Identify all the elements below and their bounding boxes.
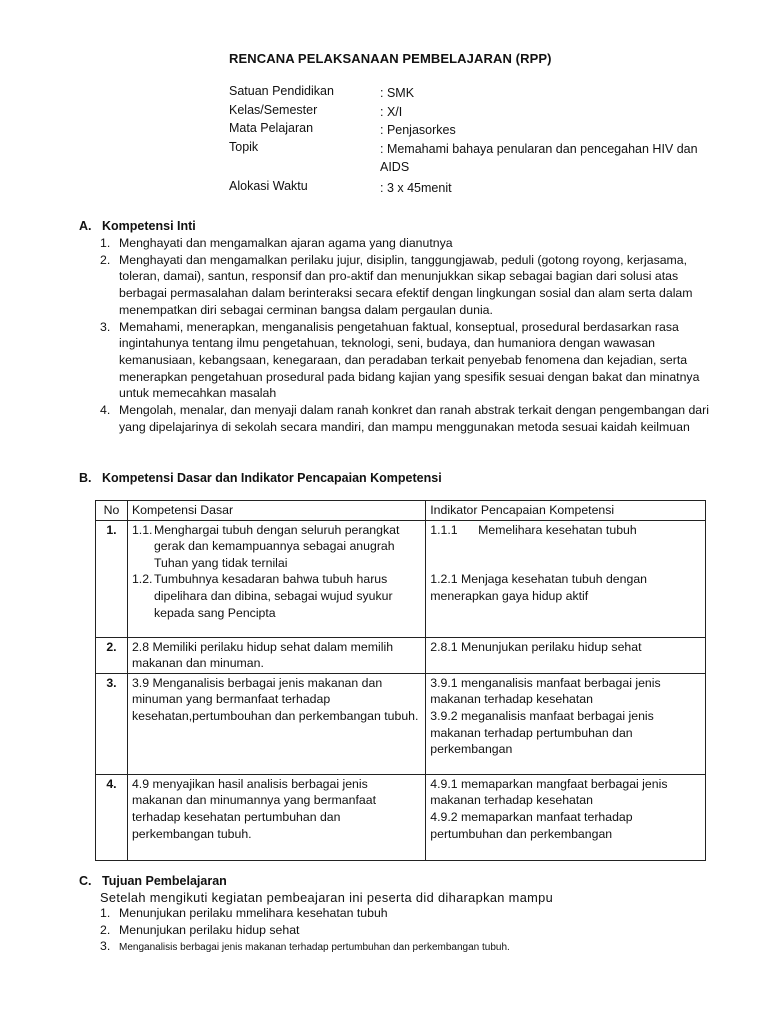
kompetensi-table [95, 500, 706, 861]
list-number: 1. [100, 236, 111, 250]
list-item [100, 905, 712, 922]
meta-value: : 3 x 45menit [380, 180, 452, 195]
list-number: 3. [100, 319, 111, 334]
list-number: 1. [100, 906, 111, 920]
section-title: Tujuan Pembelajaran [102, 874, 227, 888]
list-text: Menunjukan perilaku mmelihara kesehatan tubuh [119, 906, 388, 920]
kd-subtext: Tumbuhnya kesadaran bahwa tubuh harus dipelihara dan dibina, sebagai wujud syukur kepada sang Pencipta [153, 572, 393, 620]
column-header: Indikator Pencapaian Kompetensi [426, 501, 706, 521]
table-row [96, 673, 706, 774]
document-title: RENCANA PELAKSANAAN PEMBELAJARAN (RPP) [229, 51, 552, 66]
indikator-cell [426, 520, 706, 637]
row-number: 4. [96, 774, 128, 860]
meta-value: : Memahami bahaya penularan dan pencegahan HIV dan AIDS [380, 141, 698, 174]
list-text: Menunjukan perilaku hidup sehat [119, 922, 300, 937]
section-a-heading [79, 219, 196, 233]
section-letter: C. [79, 874, 92, 888]
section-c-heading [79, 874, 227, 888]
column-header: No [96, 501, 128, 521]
indikator-item: 1.1.1 Memelihara kesehatan tubuh [430, 522, 637, 537]
section-letter: B. [79, 471, 92, 485]
row-number: 1. [96, 520, 128, 637]
meta-value: : SMK [380, 86, 415, 100]
kompetensi-inti-list [100, 235, 712, 435]
table-row [96, 520, 706, 637]
list-item [100, 922, 712, 939]
section-b-heading [79, 471, 442, 485]
row-number: 2. [96, 637, 128, 673]
indikator-item: 4.9.1 memaparkan mangfaat berbagai jenis makanan terhadap kesehatan [430, 776, 668, 808]
list-number: 2. [100, 922, 111, 937]
kd-cell: 4.9 menyajikan hasil analisis berbagai jenis makanan dan minumannya yang bermanfaat terhadap kesehatan pertumbuhan dan perkembangan tubuh. [127, 774, 425, 860]
section-letter: A. [79, 219, 92, 233]
list-item [100, 252, 712, 319]
meta-value: : X/I [380, 104, 403, 119]
list-text: Memahami, menerapkan, menganalisis pengetahuan faktual, konseptual, prosedural berdasarkan rasa ingintahunya tentang ilmu pengetahuan, teknologi, seni, budaya, dan humaniora dengan wawasan kemanusiaan, kebangsaan, kenegaraan, dan peradaban terkait penyebab fenomena dan kejadian, serta menerapkan pengetahuan prosedural pada bidang kajian yang spesifik sesuai dengan bakat dan minatnya untuk memecahkan masalah [119, 319, 700, 401]
indikator-item: 3.9.1 menganalisis manfaat berbagai jenis makanan terhadap kesehatan [430, 675, 661, 707]
kd-cell: 3.9 Menganalisis berbagai jenis makanan dan minuman yang bermanfaat terhadap kesehatan,pertumbouhan dan perkembangan tubuh. [127, 673, 425, 774]
indikator-item: 3.9.2 meganalisis manfaat berbagai jenis makanan terhadap pertumbuhan dan perkembangan [430, 708, 654, 757]
meta-key: Topik [229, 139, 259, 154]
kd-subtext: Menghargai tubuh dengan seluruh perangkat gerak dan kemampuannya sebagai anugrah Tuhan yang tidak ternilai [153, 522, 400, 570]
list-text: Mengolah, menalar, dan menyaji dalam ranah konkret dan ranah abstrak terkait dengan pengembangan dari yang dipelajarinya di sekolah secara mandiri, dan mampu menggunakan metoda sesuai kaidah keilmuan [119, 403, 709, 434]
list-number: 2. [100, 252, 111, 267]
list-item [100, 319, 712, 403]
indikator-cell [426, 774, 706, 860]
list-number: 4. [100, 403, 111, 418]
kd-cell: 2.8 Memiliki perilaku hidup sehat dalam memilih makanan dan minuman. [127, 637, 425, 673]
indikator-item: 2.8.1 Menunjukan perilaku hidup sehat [430, 639, 642, 654]
indikator-item: 1.2.1 Menjaga kesehatan tubuh dengan menerapkan gaya hidup aktif [430, 572, 648, 603]
list-item [100, 402, 712, 435]
column-header: Kompetensi Dasar [127, 501, 425, 521]
list-item [100, 938, 712, 957]
indikator-cell [426, 637, 706, 673]
list-text: Menghayati dan mengamalkan perilaku jujur, disiplin, tanggungjawab, peduli (gotong royong, kerjasama, toleran, damai), santun, responsif dan pro-aktif dan menunjukkan sikap sebagai bagian dari solusi atas berbagai permasalahan dalam berinteraksi secara efektif dengan lingkungan sosial dan alam serta dalam menempatkan diri sebagai cerminan bangsa dalam pergaulan dunia. [119, 252, 693, 317]
list-number: 3. [100, 939, 111, 954]
kd-subitem [132, 571, 421, 621]
kd-subitem [132, 522, 421, 572]
section-c-intro: Setelah mengikuti kegiatan pembeajaran ini peserta did diharapkan mampu [100, 890, 554, 905]
table-header-row [96, 501, 706, 521]
section-title: Kompetensi Dasar dan Indikator Pencapaian Kompetensi [102, 471, 442, 485]
meta-key: Alokasi Waktu [229, 178, 308, 193]
list-item [100, 235, 712, 252]
table-row [96, 637, 706, 673]
indikator-item: 4.9.2 memaparkan manfaat terhadap pertumbuhan dan perkembangan [430, 809, 633, 841]
list-text: Menganalisis berbagai jenis makanan terhadap pertumbuhan dan perkembangan tubuh. [119, 942, 510, 954]
indikator-cell [426, 673, 706, 774]
meta-value: : Penjasorkes [380, 123, 456, 137]
list-text: Menghayati dan mengamalkan ajaran agama yang dianutnya [119, 236, 453, 250]
kd-cell [127, 520, 425, 637]
kd-subnumber: 1.2. [131, 572, 153, 587]
tujuan-list [100, 905, 712, 957]
section-title: Kompetensi Inti [102, 219, 196, 233]
meta-key: Mata Pelajaran [229, 121, 314, 135]
row-number: 3. [96, 673, 128, 774]
meta-key: Kelas/Semester [229, 102, 318, 117]
table-row [96, 774, 706, 860]
kd-subnumber: 1.1. [131, 522, 153, 537]
meta-key: Satuan Pendidikan [229, 84, 334, 98]
